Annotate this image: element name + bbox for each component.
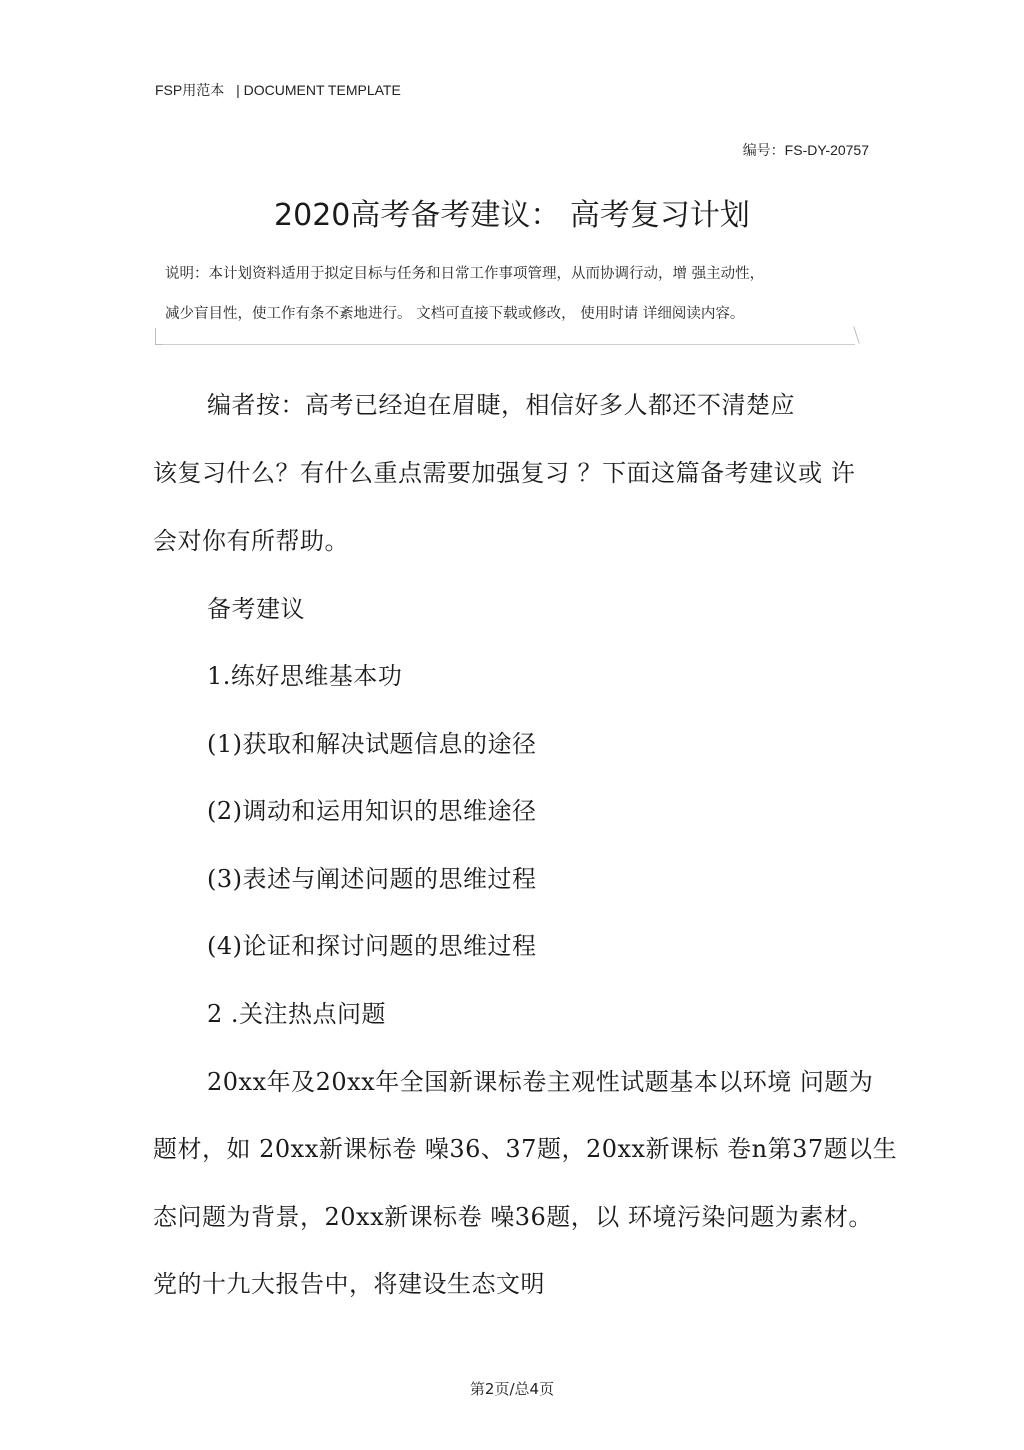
body-line: 会对你有所帮助。 (153, 527, 349, 555)
document-number: 编号：FS-DY-20757 (742, 142, 869, 158)
list-item: (4)论证和探讨问题的思维过程 (207, 932, 537, 960)
body-line: 党的十九大报告中，将建设生态文明 (153, 1270, 545, 1298)
body-line: 编者按：高考已经迫在眉睫，相信好多人都还不清楚应 (207, 391, 795, 419)
body-line: 20xx年及20xx年全国新课标卷主观性试题基本以环境 问题为 (207, 1068, 874, 1096)
description-divider (163, 344, 855, 345)
subsection-heading: 2 .关注热点问题 (207, 1000, 387, 1028)
body-line: 该复习什么？有什么重点需要加强复习 ？下面这篇备考建议或 许 (153, 459, 856, 487)
page-footer: 第2页/总4页 (469, 1380, 555, 1398)
description-corner-right (853, 326, 860, 343)
body-line: 题材，如 20xx新课标卷 噪36、37题，20xx新课标 卷n第37题以生 (153, 1135, 898, 1163)
body-line: 态问题为背景，20xx新课标卷 噪36题，以 环境污染问题为素材。 (153, 1203, 873, 1231)
description-line-2: 减少盲目性，使工作有条不紊地进行。 文档可直接下载或修改， 使用时请 详细阅读内容。 (165, 306, 745, 322)
document-header (155, 80, 401, 100)
list-item: (2)调动和运用知识的思维途径 (207, 797, 537, 825)
header-subtitle: DOCUMENT TEMPLATE (243, 82, 401, 98)
description-corner-left (155, 328, 164, 345)
description-line-1: 说明：本计划资料适用于拟定目标与任务和日常工作事项管理，从而协调行动，增 强主动性， (165, 266, 765, 282)
page-title: 2020高考备考建议： 高考复习计划 (274, 198, 750, 233)
header-separator: | (236, 82, 240, 98)
subsection-heading: 1.练好思维基本功 (207, 662, 403, 690)
section-heading: 备考建议 (207, 595, 305, 623)
list-item: (1)获取和解决试题信息的途径 (207, 730, 537, 758)
list-item: (3)表述与阐述问题的思维过程 (207, 865, 537, 893)
header-brand: FSP用范本 (155, 82, 225, 98)
